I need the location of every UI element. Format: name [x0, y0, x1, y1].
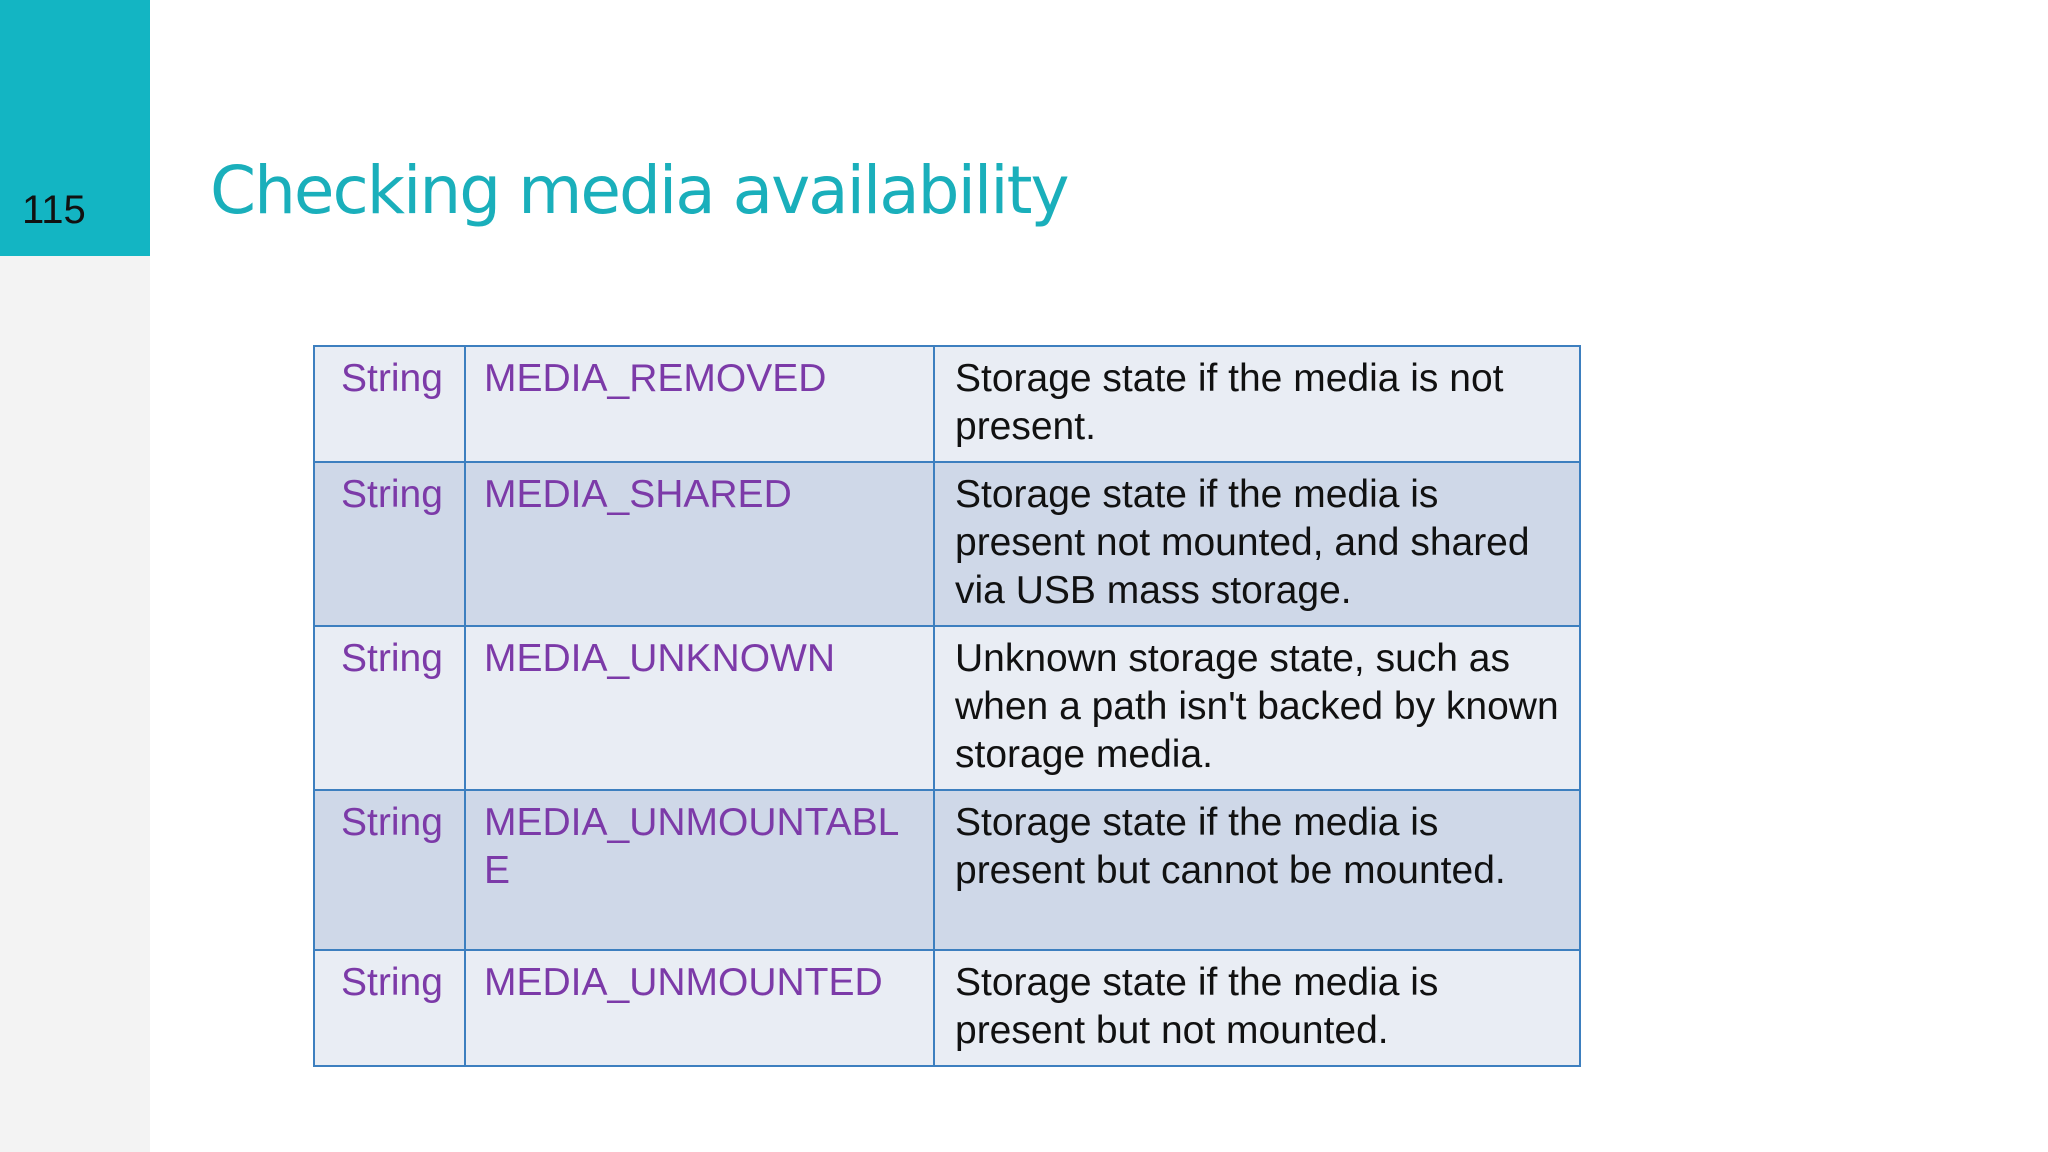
table-row [314, 346, 1580, 462]
type-cell: String [314, 346, 465, 462]
constant-name-cell: MEDIA_REMOVED [465, 346, 934, 462]
type-cell: String [314, 790, 465, 950]
constant-name-cell: MEDIA_UNMOUNTED [465, 950, 934, 1066]
type-cell: String [314, 462, 465, 626]
description-cell: Storage state if the media is present not mounted, and shared via USB mass storage. [934, 462, 1580, 626]
table-row [314, 626, 1580, 790]
type-cell: String [314, 950, 465, 1066]
description-cell: Storage state if the media is present but not mounted. [934, 950, 1580, 1066]
table-row [314, 790, 1580, 950]
slide-number: 115 [22, 188, 86, 232]
media-state-table [313, 345, 1581, 1067]
constant-name-cell: MEDIA_UNMOUNTABLE [465, 790, 934, 950]
type-cell: String [314, 626, 465, 790]
description-cell: Storage state if the media is present but cannot be mounted. [934, 790, 1580, 950]
table-row [314, 462, 1580, 626]
table-row [314, 950, 1580, 1066]
constant-name-cell: MEDIA_SHARED [465, 462, 934, 626]
constant-name-cell: MEDIA_UNKNOWN [465, 626, 934, 790]
description-cell: Unknown storage state, such as when a path isn't backed by known storage media. [934, 626, 1580, 790]
slide-title: Checking media availability [210, 152, 1068, 229]
description-cell: Storage state if the media is not present. [934, 346, 1580, 462]
